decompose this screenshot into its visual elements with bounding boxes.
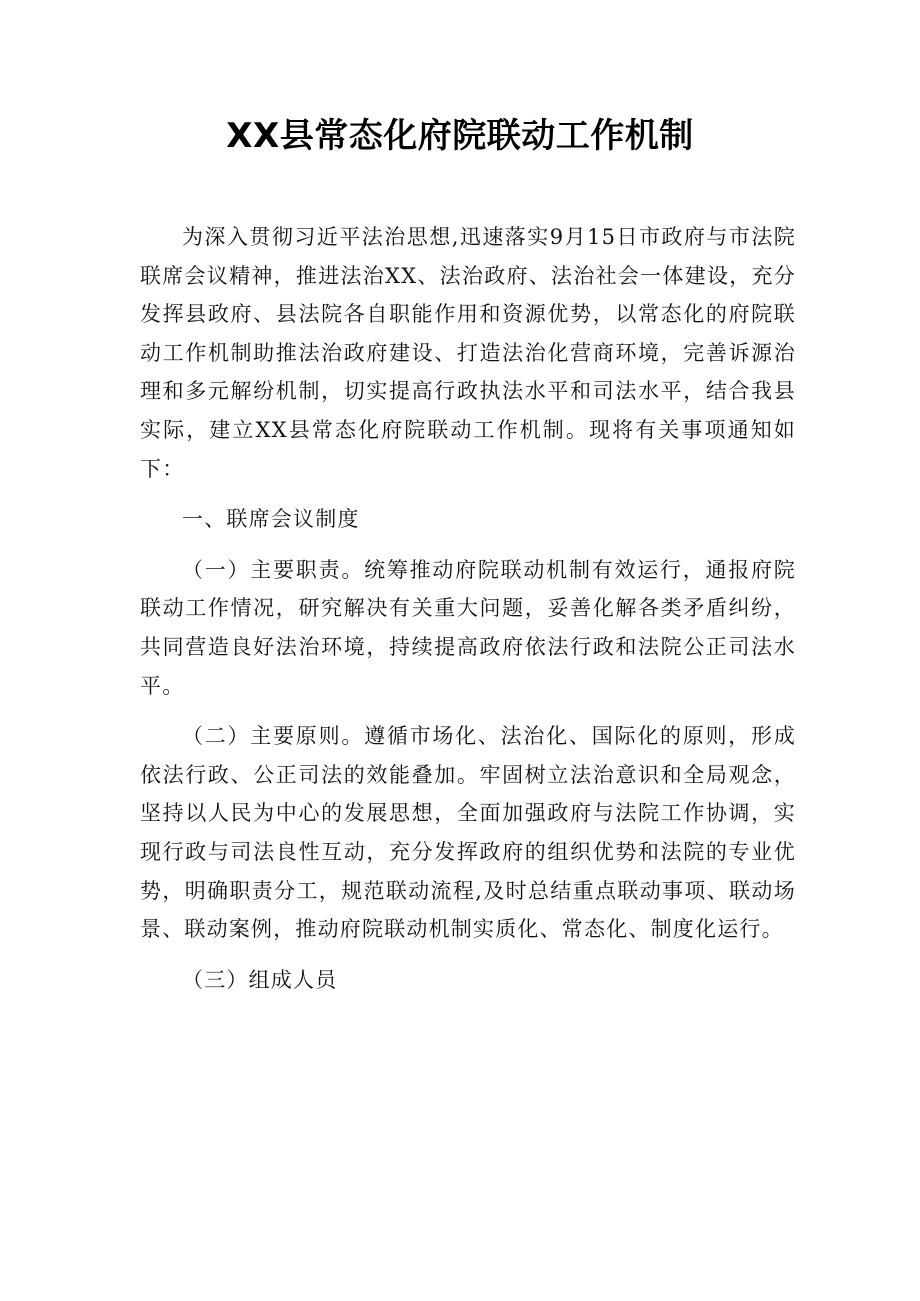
section-heading-joint-meeting: 一、联席会议制度 xyxy=(182,507,360,532)
document-title: XX县常态化府院联动工作机制 xyxy=(226,116,694,156)
intro-paragraph: 为深入贯彻习近平法治思想,迅速落实9月15日市政府与市法院联席会议精神，推进法治XX、法治政府、法治社会一体建设，充分发挥县政府、县法院各自职能作用和资源优势，以常态化的府院联动工作机制助推法治政府建设、打造法治化营商环境，完善诉源治理和多元解纷机制，切实提高行政执法水平和司法水平，结合我县实际，建立XX县常态化府院联动工作机制。现将有关事项通知如下： xyxy=(140,225,796,481)
paragraph-main-principles: （二）主要原则。遵循市场化、法治化、国际化的原则，形成依法行政、公正司法的效能叠加。牢固树立法治意识和全局观念，坚持以人民为中心的发展思想，全面加强政府与法院工作协调，实现行政与司法良性互动，充分发挥政府的组织优势和法院的专业优势，明确职责分工，规范联动流程,及时总结重点联动事项、联动场景、联动案例，推动府院联动机制实质化、常态化、制度化运行。 xyxy=(140,724,796,942)
paragraph-main-duties: （一）主要职责。统筹推动府院联动机制有效运行，通报府院联动工作情况，研究解决有关重大问题，妥善化解各类矛盾纠纷，共同营造良好法治环境，持续提高政府依法行政和法院公正司法水平。 xyxy=(140,557,796,698)
document-body xyxy=(140,218,796,999)
subheading-members: （三）组成人员 xyxy=(182,967,338,992)
